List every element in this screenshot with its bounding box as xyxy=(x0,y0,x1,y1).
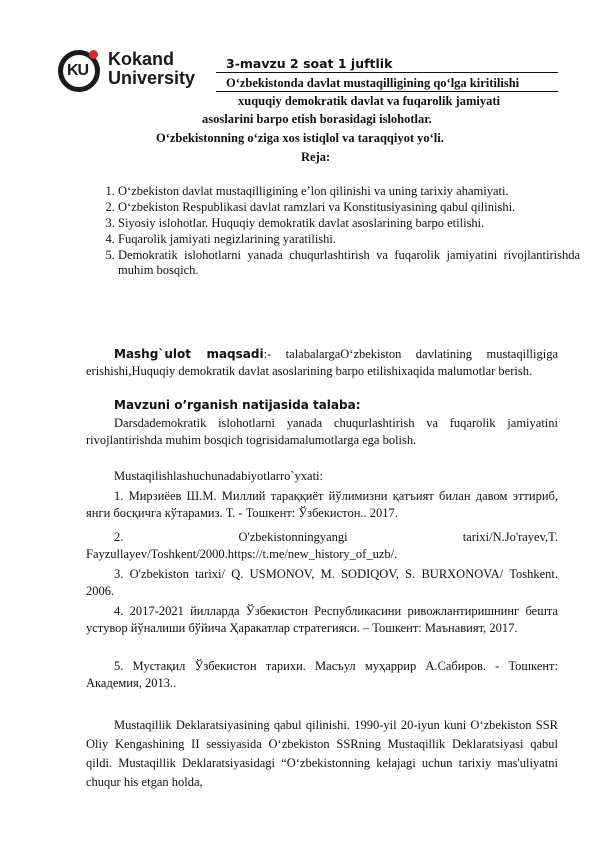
logo-text: Kokand University xyxy=(108,49,196,88)
plan-list xyxy=(96,184,580,279)
plan-item: 1. O‘zbekiston davlat mustaqilligining e’lon qilinishi va uning tarixiy ahamiyati. xyxy=(118,184,580,199)
topic-line: 3-mavzu 2 soat 1 juftlik xyxy=(226,56,393,71)
header-rule xyxy=(216,72,558,73)
literature-heading: Mustaqilishlashuchunadabiyotlarro`yxati: xyxy=(114,469,323,483)
plan-item: 5. Demokratik islohotlarni yanada chuqurlashtirish va fuqarolik jamiyatini rivojlantirishda muhim bosqich. xyxy=(118,248,580,278)
logo-dot-icon xyxy=(89,50,98,59)
literature-item: 4. 2017-2021 йилларда Ўзбекистон Республикасини ривожлантиришнинг бешта устувор йўналиши бўйича Ҳаракатлар стратегияси. – Тошкент: Маънавият, 2017. xyxy=(86,604,558,635)
literature-item: 1. Мирзиёев Ш.М. Миллий тараққиёт йўлимизни қатъият билан давом эттириб, янги босқичга кўтарамиз. Т. - Тошкент: Ўзбекистон.. 2017. xyxy=(86,489,558,520)
university-logo xyxy=(58,48,218,94)
ku-logo-icon: KU xyxy=(58,50,100,92)
literature-item: 2. O'zbekistonningyangi tarixi/N.Jo'rayev,T. Fayzullayev/Toshkent/2000.https://t.me/new_history_of_uzb/. xyxy=(86,530,558,561)
result-heading: Mavzuni o’rganish natijasida talaba: xyxy=(114,398,361,412)
plan-heading: Reja: xyxy=(301,150,331,164)
goal-label: Mashg`ulot maqsadi xyxy=(114,347,264,361)
plan-item: 2. O‘zbekiston Respublikasi davlat ramzlari va Konstitusiyasining qabul qilinishi. xyxy=(118,200,580,215)
literature-item: 5. Мустақил Ўзбекистон тарихи. Масъул муҳаррир А.Сабиров. - Тошкент: Академия, 2013.. xyxy=(86,659,558,690)
title-line-3: asoslarini barpo etish borasidagi islohotlar. xyxy=(202,112,432,126)
plan-item: 3. Siyosiy islohotlar. Huquqiy demokratik davlat asoslarining barpo etilishi. xyxy=(118,216,580,231)
title-line-2: xuquqiy demokratik davlat va fuqarolik jamiyati xyxy=(238,94,500,108)
body-paragraph: Mustaqillik Deklaratsiyasining qabul qilinishi. 1990-yil 20-iyun kuni O‘zbekiston SSR Oliy Kengashining II sessiyasida O‘zbekiston SSRning Mustaqillik Deklaratsiyasi qabul qildi. Mustaqillik Deklaratsiyasidagi “O‘zbekistonning kelajagi uchun tarixiy mas'uliyatni chuqur his etgan holda, xyxy=(86,718,558,789)
literature-item: 3. O'zbekiston tarixi/ Q. USMONOV, M. SODIQOV, S. BURXONOVA/ Toshkent. 2006. xyxy=(86,567,558,598)
plan-item: 4. Fuqarolik jamiyati negizlarining yaratilishi. xyxy=(118,232,580,247)
result-text: Darsdademokratik islohotlarni yanada chuqurlashtirish va fuqarolik jamiyatini rivojlantirishda muhim bosqich togrisidamalumotlarga ega bolish. xyxy=(86,416,558,447)
title-line-1: O‘zbekistonda davlat mustaqilligining qo‘lga kiritilishi xyxy=(226,76,520,90)
goal-paragraph xyxy=(86,346,558,379)
header-rule-2 xyxy=(216,91,558,92)
goal-text: :- talabalargaO‘zbekiston davlatining mustaqilligiga erishishi,Huquqiy demokratik davlat asoslarining barpo etilishixaqida malumotlar berish. xyxy=(86,347,559,378)
title-line-4: O‘zbekistonning o‘ziga xos istiqlol va taraqqiyot yo‘li. xyxy=(156,131,444,145)
